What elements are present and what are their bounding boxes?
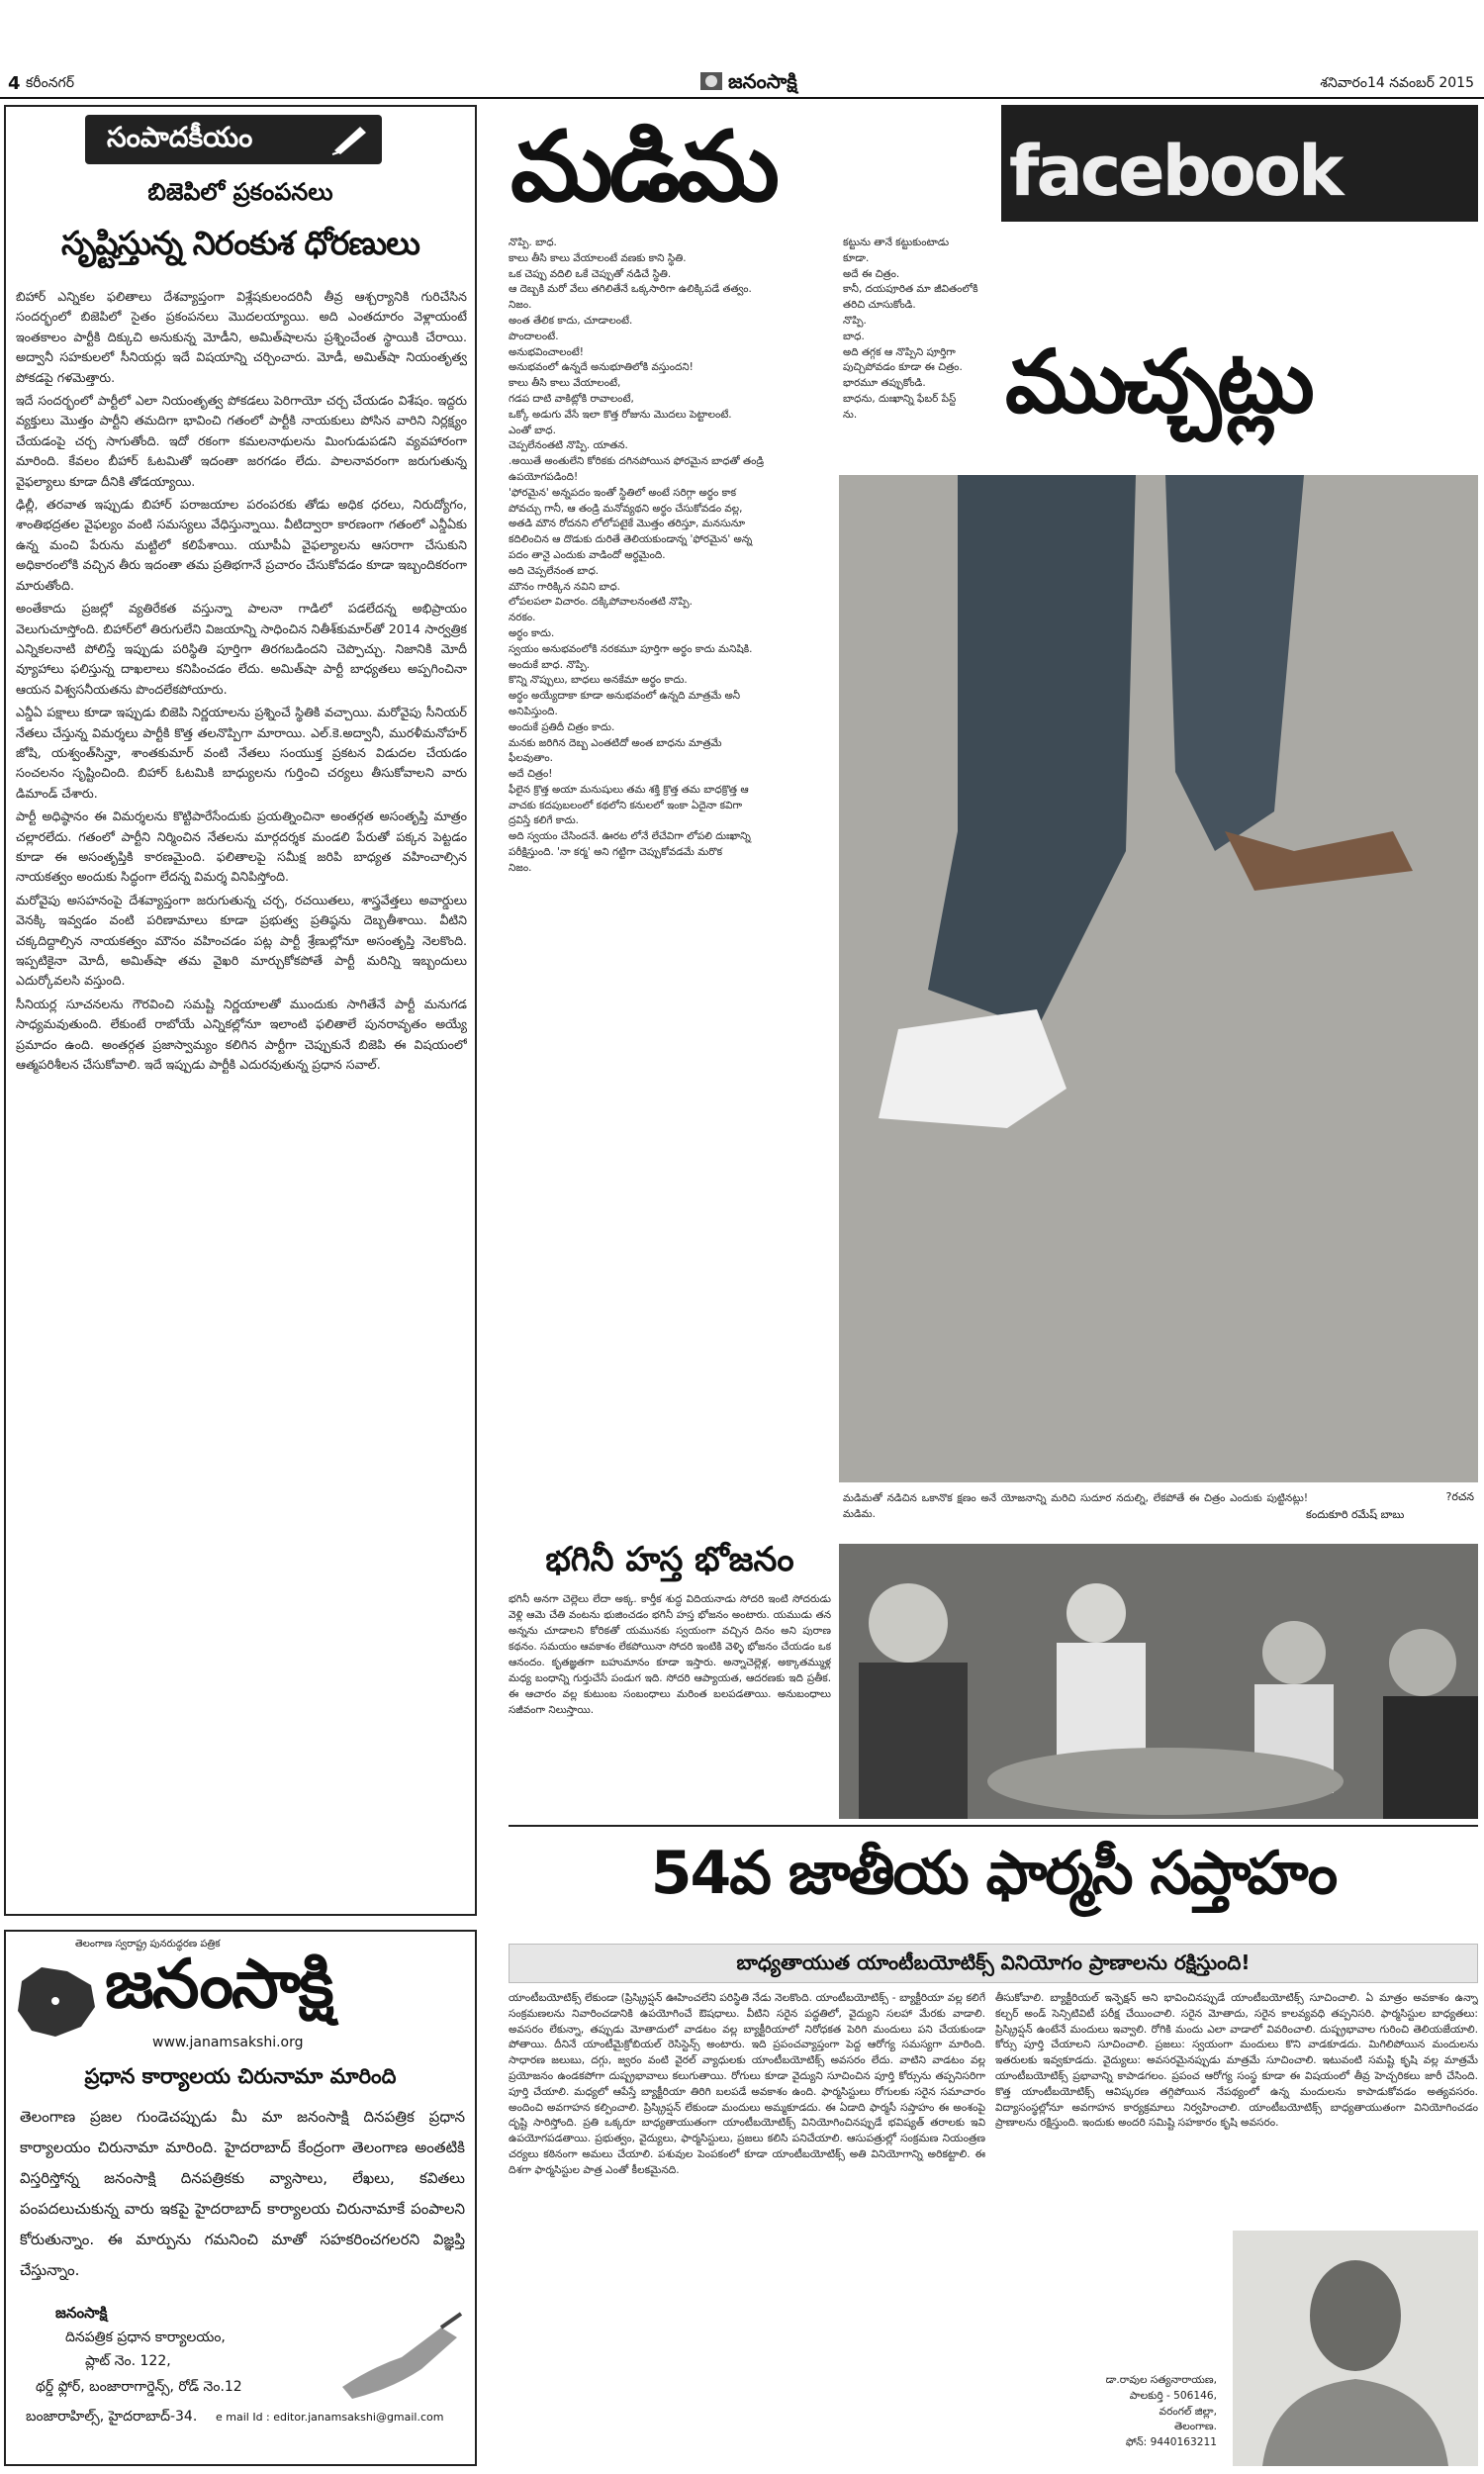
poem-column-2: కట్టును తానే కట్టుకుంటాడు కూడా. అదే ఈ చిత్రం. కానీ, దయపూరిత మా జీవితంలోకి తరిచి చూసుకోండి. నొప్పి. బాధ. అది తగ్గక ఆ నొప్పిని పూర్తిగా పుచ్చిపోవడం కూడా ఈ చిత్రం. భారమూ తప్పుకోండి. బాధను, దుఃఖాన్ని ఫేబర్ పేస్ట్ ను.: [843, 237, 978, 421]
ad-email: e mail Id : editor.janamsakshi@gmail.com: [216, 2411, 444, 2424]
editorial-headline-2: సృష్టిస్తున్న నిరంకుశ ధోరణులు: [61, 224, 419, 262]
ad-body: తెలంగాణ ప్రజల గుండెచప్పుడు మీ మా జనంసాక్షి దినపత్రిక ప్రధాన కార్యాలయం చిరునామా మారింది. హైదరాబాద్ కేంద్రంగా తెలంగాణ అంతటికి విస్తరిస్తోన్న జనంసాక్షి దినపత్రికకు వ్యాసాలు, లేఖలు, కవితలు పంపదలుచుకున్న వారు ఇకపై హైదరాబాద్ కార్యాలయ చిరునామాకే పంపాలని కోరుతున్నాం. ఈ మార్పును గమనించి మాతో సహకరించగలరని విజ్ఞప్తి చేస్తున్నాం.: [20, 2108, 465, 2279]
pen-icon: [330, 123, 370, 160]
office-address-ad: [4, 1930, 477, 2466]
masthead-small: జనంసాక్షి: [728, 69, 797, 93]
foot-photo: [839, 475, 1478, 1482]
author-portrait-illustration: [1233, 2231, 1478, 2466]
editorial-paragraph: ఢిల్లీ, తరవాత ఇప్పుడు బిహార్ పరాజయాల పరంపరకు తోడు అధిక ధరలు, నిరుద్యోగం, శాంతిభద్రతల వైఫల్యం వంటి సమస్యలు వేధిస్తున్నాయి. వీటిద్వారా కారణంగా గతంలో ఎన్డీఏకు ఉన్న మంచి పేరును మట్టిలో కలిపేశాయి. యూపీఏ వైఫల్యాలను ఆసరాగా చేసుకుని అధికారంలోకి వచ్చిన తీరు ఇదంతా తమ ప్రతిభగానే ప్రచారం చేసుకోవడం కూడా ఇబ్బందికరంగా మారుతోంది.: [16, 497, 467, 593]
pharmacy-subheadline-bar: [509, 1944, 1478, 1983]
ad-address-2: థర్డ్ ఫ్లోర్, బంజారాగార్డెన్స్, రోడ్ నెం.12: [36, 2379, 242, 2395]
editorial-headline-1: బిజెపిలో ప్రకంపనలు: [147, 178, 333, 206]
ad-sign: జనంసాక్షి: [55, 2304, 108, 2322]
editorial-paragraph: సీనియర్ల సూచనలను గౌరవించి సమష్టి నిర్ణయాలతో ముందుకు సాగితేనే పార్టీ మనుగడ సాధ్యమవుతుంది. లేకుంటే రాబోయే ఎన్నికల్లోనూ ఇలాంటి ఫలితాలే పునరావృతం అయ్యే ప్రమాదం ఉంది. అంతర్గత ప్రజాస్వామ్యం కలిగిన పార్టీగా చెప్పుకునే బిజెపి ఈ విషయంలో ఆత్మపరిశీలన చేసుకోవాలి. ఇదే ఇప్పుడు పార్టీకి ఎదురవుతున్న ప్రధాన సవాల్.: [16, 996, 467, 1073]
pharmacy-author-block: [1049, 2373, 1217, 2462]
ad-address-3: బంజారాహిల్స్, హైదరాబాద్-34.: [26, 2409, 198, 2425]
pharmacy-author-state: తెలంగాణ.: [1174, 2421, 1217, 2433]
feast-title: భగినీ హస్త భోజనం: [545, 1540, 794, 1579]
feast-body: భగినీ అనగా చెల్లెలు లేదా అక్క. కార్తీక శుద్ధ విదియనాడు సోదరి ఇంటి సోదరుడు వెళ్లి ఆమె చేతి వంటను భుజించడం భగినీ హస్త భోజనం అంటారు. యముడు తన అన్నను చూడాలని కోరికతో యమునకు స్వయంగా వచ్చిన దినం అని పురాణ కథనం. సమయం ఆవకాశం లేకపోయినా సోదరి ఇంటికి వెళ్ళి భోజనం చేయడం ఒక ఆనందం. కృతజ్ఞతగా బహుమానం కూడా ఇస్తారు. అన్నాచెల్లెళ్ల, అక్కాతమ్ముళ్ల మధ్య బంధాన్ని గుర్తుచేసే పండుగ ఇది. సోదరి ఆప్యాయత, ఆదరణకు ఇది ప్రతీక. ఈ ఆచారం వల్ల కుటుంబ సంబంధాలు మరింత బలపడతాయి. అనుబంధాలు సజీవంగా నిలుస్తాయి.: [509, 1593, 831, 1716]
editorial-body: [16, 287, 467, 1905]
poem-author: కందుకూరి రమేష్ బాబు: [1306, 1508, 1405, 1521]
masthead-icon: [699, 69, 723, 93]
ad-url: www.janamsakshi.org: [152, 2035, 304, 2050]
editorial-box: [4, 105, 477, 1916]
poem-title-2: ముచ్చట్లు: [1005, 331, 1311, 432]
poem-rachana: ?రచన: [1445, 1490, 1474, 1503]
ad-logo-name: జనంసాక్షి: [105, 1946, 332, 2024]
pharmacy-author-district: వరంగల్ జిల్లా,: [1159, 2405, 1217, 2418]
facebook-photo: [1001, 105, 1478, 222]
pharmacy-column-1: యాంటీబయోటిక్స్ లేకుండా (ప్రిస్క్రిప్షన్ ఊహించలేని పరిస్థితి నేడు నెలకొంది. యాంటీబయోటిక్స్ - బ్యాక్టీరియా వల్ల కలిగే సంక్రమణలను నివారించడానికి ఉపయోగించే ఔషధాలు. వీటిని సరైన పద్ధతిలో, వైద్యుని సలహా మేరకు వాడాలి. అవసరం లేకున్నా, తప్పుడు మోతాదులో వాడటం వల్ల బ్యాక్టీరియాలో నిరోధకత పెరిగి మందులు పని చేయకుండా పోతాయి. దీనినే యాంటీమైక్రోబియల్ రెసిస్టెన్స్ అంటారు. ఇది ప్రపంచవ్యాప్తంగా పెద్ద ఆరోగ్య సమస్యగా మారింది. సాధారణ జలుబు, దగ్గు, జ్వరం వంటి వైరల్ వ్యాధులకు యాంటీబయోటిక్స్ అవసరం లేదు. వాటిని వాడటం వల్ల ప్రయోజనం ఉండకపోగా దుష్ప్రభావాలు కలుగుతాయి. రోగులు కూడా వైద్యుని సూచించిన పూర్తి కోర్సును తప్పనిసరిగా పూర్తి చేయాలి. మధ్యలో ఆపేస్తే బ్యాక్టీరియా తిరిగి బలపడే అవకాశం ఉంది. ఫార్మసిస్టులు రోగులకు సరైన సమాచారం అందించి అవగాహన కల్పించాలి. ప్రిస్క్రిప్షన్ లేకుండా మందులు అమ్మకూడదు. ఈ ఏడాది ఫార్మసీ సప్తాహం ఈ అంశంపై దృష్టి సారిస్తోంది. ప్రతి ఒక్కరూ బాధ్యతాయుతంగా యాంటీబయోటిక్స్ వినియోగించినప్పుడే భవిష్యత్ తరాలకు ఇవి ఉపయోగపడతాయి. ప్రభుత్వం, వైద్యులు, ఫార్మసిస్టులు, ప్రజలు కలిసి పనిచేయాలి. ఆసుపత్రుల్లో సంక్రమణ నియంత్రణ చర్యలు కఠినంగా అమలు చేయాలి. పశువుల పెంపకంలో కూడా యాంటీబయోటిక్స్ అతి వినియోగాన్ని అరికట్టాలి. ఈ దిశగా ఫార్మసిస్టుల పాత్ర ఎంతో కీలకమైనది.: [509, 1992, 985, 2176]
family-meal-photo: [839, 1544, 1478, 1819]
editorial-paragraph: అంతేకాదు ప్రజల్లో వ్యతిరేకత వస్తున్నా పాలనా గాడిలో పడలేదన్న అభిప్రాయం వెలుగుచూస్తోంది. బిహార్‌లో తిరుగులేని విజయాన్ని సాధించిన నితీశ్‌కుమార్‌తో 2014 సార్వత్రిక ఎన్నికలనాటి పోలిస్తే ఇప్పుడు పరిస్థితి పూర్తిగా తిరగబడిందని చెప్పొచ్చు. నిజానికి మోదీ వ్యూహాలు ఫలిస్తున్న దాఖలాలు కనిపించడం లేదు. అమిత్‌షా పార్టీ బాధ్యతలు అప్పగించినా ఆయన విశ్వసనీయతను పొందలేకపోయారు.: [16, 601, 467, 697]
facebook-logo: facebook: [1009, 131, 1342, 212]
author-portrait: [1233, 2231, 1478, 2466]
editorial-paragraph: ఇదే సందర్భంలో పార్టీలో ఎలా నియంతృత్వ పోకడలు పెరిగాయో చర్చ చేయడం విశేషం. ఇద్దరు వ్యక్తులు మొత్తం పార్టీని తమదిగా భావించి గతంలో పార్టీకి నాయకులు పోసిన వారిని నిర్లక్ష్యం చేయడంపై చర్చ సాగుతోంది. ఇదో రకంగా కమలనాథులను మింగుడుపడని వ్యవహారంగా మారింది. కేవలం బీహార్ ఓటమితో ఇదంతా జరగడం లేదు. పాలనావరంగా జరుగుతున్న వైఫల్యాలు కూడా దీనికి తోడయ్యాయి.: [16, 393, 467, 489]
pharmacy-author-phone: ఫోన్: 9440163211: [1125, 2436, 1217, 2449]
editorial-paragraph: మరోవైపు అసహనంపై దేశవ్యాప్తంగా జరుగుతున్న చర్చ, రచయితలు, శాస్త్రవేత్తలు అవార్డులు వెనక్కి ఇవ్వడం వంటి పరిణామాలు కూడా ప్రభుత్వ ప్రతిష్ఠను దెబ్బతీశాయి. వీటిని చక్కదిద్దాల్సిన నాయకత్వం మౌనం వహించడం పట్ల పార్టీ శ్రేణుల్లోనూ అసంతృప్తి నెలకొంది. ఇప్పటికైనా మోదీ, అమిత్‌షా తమ వైఖరి మార్చుకోకపోతే పార్టీ మరిన్ని ఇబ్బందులు ఎదుర్కోవలసి వస్తుంది.: [16, 892, 467, 989]
pharmacy-rule: [509, 1825, 1478, 1827]
pharmacy-headline: 54వ జాతీయ ఫార్మసీ సప్తాహం: [650, 1839, 1337, 1908]
poem-column-1: నొప్పి. బాధ. కాలు తీసి కాలు వేయాలంటే వణకు కాని స్థితి. ఒక చెప్పు వదిలి ఒకే చెప్పుతో నడిచే స్థితి. ఆ దెబ్బకి మరో వేలు తగిలితేనే ఒక్కసారిగా ఉలిక్కిపడే తత్వం. నిజం. అంత తేలిక కాదు, చూడాలంటే. పొందాలంటే. అనుభవించాలంటే! అనుభవంలో ఉన్నదే అనుభూతిలోకి వస్తుందని! కాలు తీసి కాలు వేయాలంటే, గడప దాటి వాకిట్లోకి రావాలంటే, ఒక్కో అడుగు వేసే ఇలా కొత్త రోజును మొదలు పెట్టాలంటే. ఎంతో బాధ. చెప్పలేనంతటి నొప్పి. యాతన. .అయితే అంతులేని కోరికకు దగినపోయిన ఫోరమైన బాధతో తండ్రి ఉపయోగపడింది! 'ఫోరమైన' అన్నపదం ఇంతో స్థితిలో అంటే సరిగ్గా అర్థం కాక పోవచ్చు గానీ, ఆ తండ్రి మనోవ్యథని అర్థం చేసుకోవడం వల్ల, అతడి మౌన రోదనని లోలోపటైకే మొత్తం తరిస్తూ, మనసునూ కదిలించిన ఆ దొడుకు దురితే తెలియకుండాన్న 'ఫోరమైన' అన్న పదం తానై ఎందుకు వాడిందో అర్థమైంది. అది చెప్పలేనంత బాధ. మౌనం గారిక్కిన నవిని బాధ. లోపలపలా విచారం. దక్కిపోవాలనంతటి నొప్పి. నరకం. అర్థం కాదు. స్వయం అనుభవంలోకి నరకమూ పూర్తిగా అర్థం కాదు మనిషికి. అందుకే బాధ. నొప్పి. కొన్ని నొప్పులు, బాధలు అనకేమా అర్థం కాదు. అర్థం అయ్యేదాకా కూడా అనుభవంలో ఉన్నది మాత్రమే అనీ అనిపిస్తుంది. అందుకే ప్రతిదీ చిత్రం కాదు. మనకు జరిగిన దెబ్బ ఎంతటిదో అంత బాధను మాత్రమే ఫీలవుతాం. అదే చిత్రం! ఫీలైన క్రొత్త అయా మనుషులు తమ శక్తి క్రొత్త తమ బాధక్రొత్త ఆ వాచకు కదపుబలంలో కథలోని కనులలో ఇంకా ఏదైనా కవిగా ద్రవిస్తే కలిగే కాదు. అది స్వయం చేసిందనే. ఊరట లోనే లేచేవిగా లోపలి దుఃఖాన్ని పరీక్షిస్తుంది. 'నా కర్మ' అని గట్టిగా చెప్పుకోవడమే మరొక నిజం.: [509, 237, 765, 874]
walking-leg-illustration: [839, 475, 1478, 1482]
pharmacy-subheadline: బాధ్యతాయుత యాంటీబయోటిక్స్ వినియోగం ప్రాణాలను రక్షిస్తుంది!: [736, 1951, 1251, 1974]
ad-title: ప్రధాన కార్యాలయ చిరునామా మారింది: [84, 2064, 397, 2088]
family-meal-illustration: [839, 1544, 1478, 1819]
writing-hand-icon: [332, 2308, 471, 2407]
poem-title-1: మడిమ: [510, 111, 776, 224]
editorial-paragraph: ఎన్డీఏ పక్షాలు కూడా ఇప్పుడు బిజెపి నిర్ణయాలను ప్రశ్నించే స్థితికి వచ్చాయి. మరోవైపు సీనియర్ నేతలు చేస్తున్న విమర్శలు పార్టీకి కొత్త తలనొప్పిగా మారాయి. ఎల్.కె.అద్వానీ, మురళీమనోహర్ జోషి, యశ్వంత్‌సిన్హా, శాంతకుమార్ వంటి నేతలు సంయుక్త ప్రకటన విడుదల చేయడం సంచలనం సృష్టించింది. బిహార్ ఓటమికి బాధ్యులను గుర్తించి చర్యలు తీసుకోవాలని వారు డిమాండ్ చేశారు.: [16, 705, 467, 801]
page-header: [0, 67, 1484, 99]
telangana-map-icon: [12, 1961, 99, 2041]
pharmacy-column-2: తీసుకోవాలి. బ్యాక్టీరియల్ ఇన్ఫెక్షన్ అని భావించినప్పుడే యాంటీబయోటిక్స్ సూచించాలి. ఏ మాత్రం అవకాశం ఉన్నా కల్చర్ అండ్ సెన్సిటివిటీ పరీక్ష చేయించాలి. సరైన మోతాదు, సరైన కాలవ్యవధి తప్పనిసరి. ఫార్మసిస్టుల బాధ్యతలు: ప్రిస్క్రిప్షన్ ఉంటేనే మందులు ఇవ్వాలి. రోగికి మందు ఎలా వాడాలో వివరించాలి. దుష్ప్రభావాల గురించి తెలియజేయాలి. కోర్సు పూర్తి చేయాలని సూచించాలి. ప్రజలు: స్వయంగా మందులు కొని వాడకూడదు. మిగిలిపోయిన మందులను ఇతరులకు ఇవ్వకూడదు. వైద్యులు: అవసరమైనప్పుడు మాత్రమే సూచించాలి. ఇటువంటి సమష్టి కృషి వల్ల మాత్రమే యాంటీబయోటిక్స్ ప్రభావాన్ని కాపాడగలం. ప్రపంచ ఆరోగ్య సంస్థ కూడా ఈ విషయంలో తీవ్ర హెచ్చరికలు జారీ చేసింది. కొత్త యాంటీబయోటిక్స్ ఆవిష్కరణ తగ్గిపోయిన నేపథ్యంలో ఉన్న మందులను కాపాడుకోవడం అత్యవసరం. విద్యాసంస్థల్లోనూ అవగాహన కార్యక్రమాలు నిర్వహించాలి. యాంటీబయోటిక్స్ బాధ్యతాయుతంగా వినియోగించడం ప్రాణాలను రక్షిస్తుంది. ఇందుకు అందరి సమిష్టి సహకారం కృషి అవసరం.: [995, 1992, 1478, 2130]
editorial-paragraph: పార్టీ అధిష్ఠానం ఈ విమర్శలను కొట్టిపారేసేందుకు ప్రయత్నించినా అంతర్గత అసంతృప్తి మాత్రం చల్లారలేదు. గతంలో పార్టీని నిర్మించిన నేతలను మార్గదర్శక మండలి పేరుతో పక్కన పెట్టడం కూడా ఈ అసంతృప్తికి కారణమైంది. ఫలితాలపై సమీక్ష జరిపి బాధ్యత వహించాల్సిన నాయకత్వం అందుకు సిద్ధంగా లేదన్న విమర్శ వినిపిస్తోంది.: [16, 809, 467, 885]
pharmacy-author-place: పాలకుర్తి - 506146,: [1129, 2389, 1217, 2402]
ad-office: దినపత్రిక ప్రధాన కార్యాలయం,: [65, 2330, 226, 2345]
page-date: శనివారం14 నవంబర్ 2015: [1320, 75, 1474, 91]
page-place: కరీంనగర్: [26, 75, 74, 91]
ad-tagline: తెలంగాణ స్వరాష్ట్ర పునరుద్ధరణ పత్రిక: [75, 1939, 221, 1950]
poem-caption: మడిమతో నడిచిన ఒకానొక క్షణం అనే యోజనాన్ని మరిచి సుదూర నదుల్ని, లేకపోతే ఈ చిత్రం ఎందుకు పుట్టినట్లు! మడిమ.: [843, 1492, 1308, 1520]
page-number: 4: [8, 73, 21, 94]
pharmacy-author-name: డా.రావుల సత్యనారాయణ,: [1105, 2374, 1217, 2386]
editorial-paragraph: బిహార్ ఎన్నికల ఫలితాలు దేశవ్యాప్తంగా విశ్లేషకులందరినీ తీవ్ర ఆశ్చర్యానికి గురిచేసిన సందర్భంలో బిజెపిలో సైతం ప్రకంపనలు మొదలయ్యాయి. అది ఎంతదూరం వెళ్లాయంటే ఇంతకాలం పార్టీకి దిక్కుచి అనుకున్న మోడీని, అమిత్‌షాలను ప్రశ్నించేంత స్థాయికి చేరాయి. అద్వానీ సహకులలో సీనియర్లు ఇదే విషయాన్ని చర్చించారు. మోడీ, అమిత్‌షా నియంతృత్వ పోకడపై గళమెత్తారు.: [16, 289, 467, 385]
editorial-badge: సంపాదకీయం: [85, 115, 382, 164]
ad-address-1: ప్లాట్ నెం. 122,: [85, 2353, 171, 2369]
